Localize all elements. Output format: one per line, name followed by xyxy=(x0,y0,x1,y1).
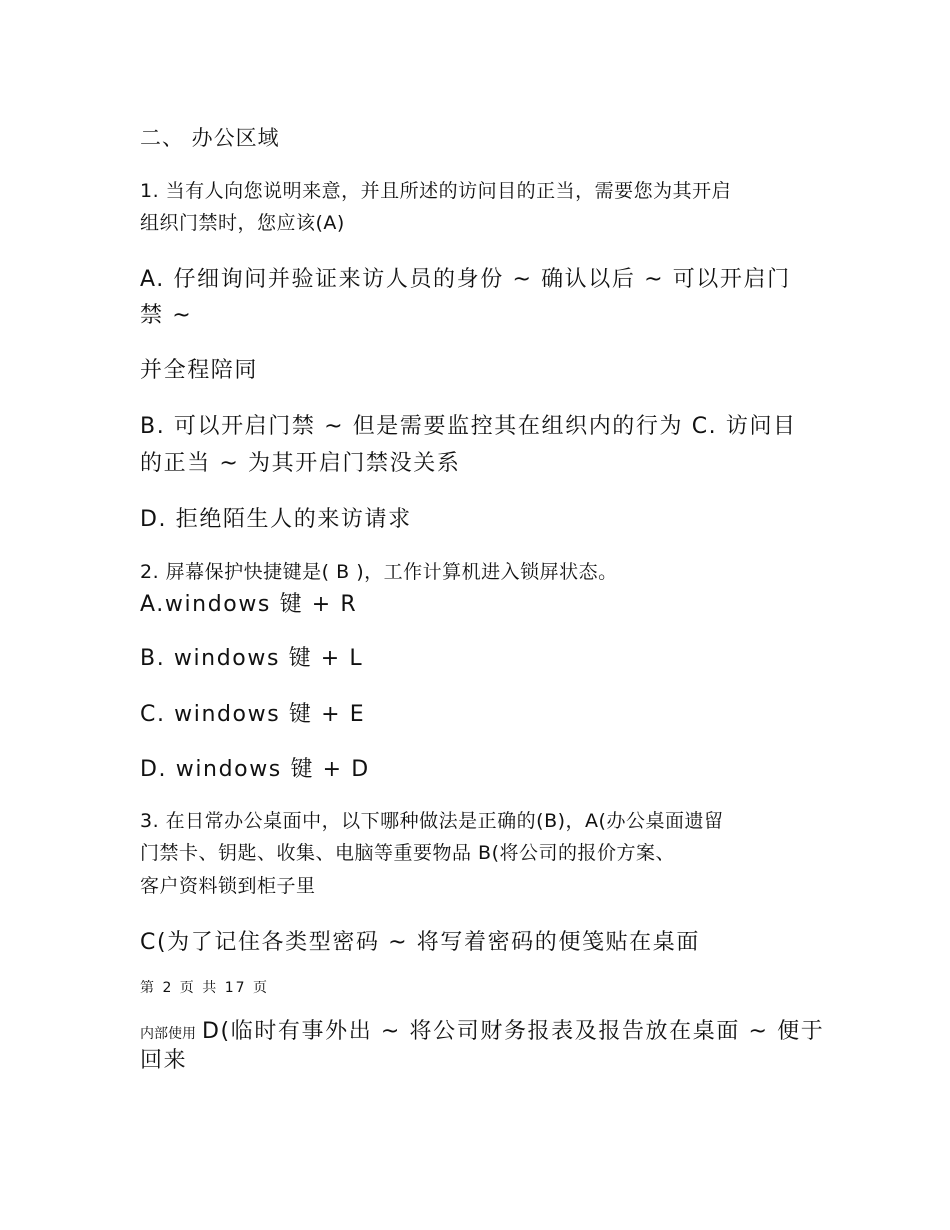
question-1-option-a-line-2: 禁 ~ xyxy=(140,303,193,328)
question-3-line-2: 门禁卡、钥匙、收集、电脑等重要物品 B(将公司的报价方案、 xyxy=(140,842,675,864)
question-3-option-d-line-1 xyxy=(140,1014,824,1045)
question-1-option-b-c-line-1: B. 可以开启门禁 ~ 但是需要监控其在组织内的行为 C. 访问目 xyxy=(140,414,797,439)
question-1-option-b-c-line-2: 的正当 ~ 为其开启门禁没关系 xyxy=(140,451,461,476)
question-3-option-d-line-2: 回来 xyxy=(140,1048,188,1073)
question-1-option-a-line-1: A. 仔细询问并验证来访人员的身份 ~ 确认以后 ~ 可以开启门 xyxy=(140,267,791,292)
question-1-line-2: 组织门禁时，您应该(A) xyxy=(140,212,345,234)
question-1-line-1: 1. 当有人向您说明来意，并且所述的访问目的正当，需要您为其开启 xyxy=(140,180,732,202)
question-1-option-a-line-3: 并全程陪同 xyxy=(140,358,259,383)
question-3-line-1: 3. 在日常办公桌面中，以下哪种做法是正确的(B)，A(办公桌面遗留 xyxy=(140,810,724,832)
question-2-option-c: C. windows 键 + E xyxy=(140,702,366,727)
page-number-footer: 第 2 页 共 17 页 xyxy=(140,980,269,996)
question-1-option-d: D. 拒绝陌生人的来访请求 xyxy=(140,507,412,532)
question-3-option-c: C(为了记住各类型密码 ~ 将写着密码的便笺贴在桌面 xyxy=(140,930,700,955)
question-2-option-b: B. windows 键 + L xyxy=(140,646,364,671)
question-2-text: 2. 屏幕保护快捷键是( B )，工作计算机进入锁屏状态。 xyxy=(140,561,618,583)
internal-use-label: 内部使用 xyxy=(140,1026,196,1042)
question-3-line-3: 客户资料锁到柜子里 xyxy=(140,875,316,897)
section-heading: 二、 办公区域 xyxy=(140,126,280,150)
question-2-option-d: D. windows 键 + D xyxy=(140,757,370,782)
question-3-option-d-text: D(临时有事外出 ~ 将公司财务报表及报告放在桌面 ~ 便于 xyxy=(202,1019,825,1044)
question-2-option-a: A.windows 键 + R xyxy=(140,592,358,617)
